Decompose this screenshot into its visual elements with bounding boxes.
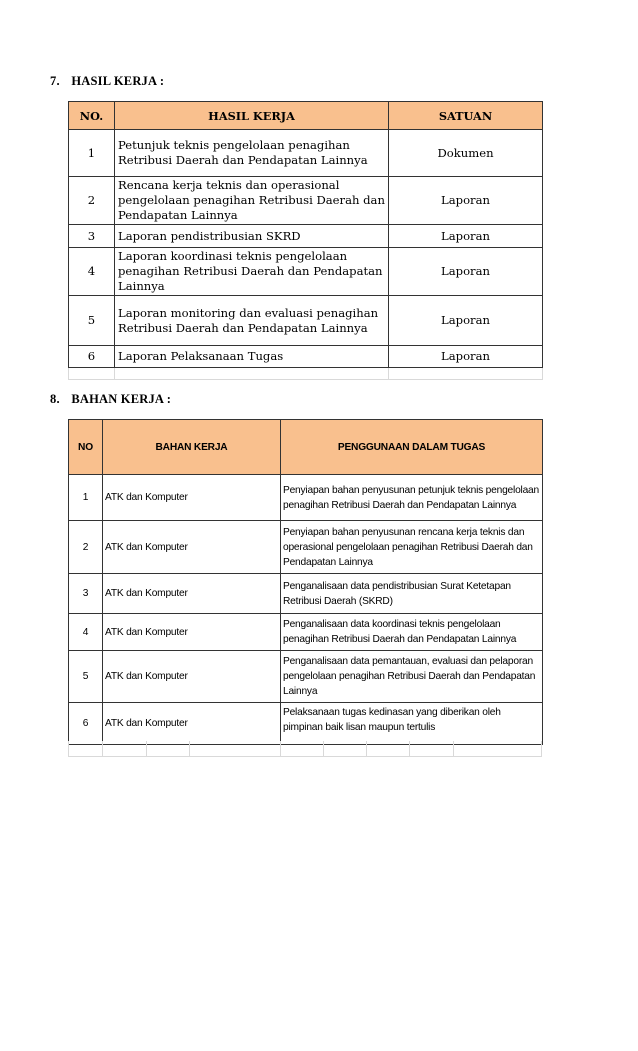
table-row — [69, 574, 543, 614]
row-satuan: Laporan — [389, 225, 543, 248]
table-row — [69, 346, 543, 368]
header-satuan: SATUAN — [389, 102, 543, 130]
hasil-kerja-table — [68, 101, 543, 380]
section-7-number: 7. — [50, 74, 60, 88]
row-no: 4 — [69, 614, 103, 651]
table-row — [69, 521, 543, 574]
empty-grid-row — [68, 741, 542, 757]
grid-line — [453, 741, 454, 756]
empty-cell — [115, 368, 389, 380]
row-no: 3 — [69, 225, 115, 248]
row-penggunaan: Penyiapan bahan penyusunan rencana kerja teknis dan operasional pengelolaan penagihan Retribusi Daerah dan Pendapatan Lainnya — [281, 521, 543, 574]
table-row — [69, 614, 543, 651]
grid-line — [102, 741, 103, 756]
row-satuan: Laporan — [389, 296, 543, 346]
grid-line — [146, 741, 147, 756]
table-row — [69, 475, 543, 521]
row-bahan: ATK dan Komputer — [103, 475, 281, 521]
header-no: NO. — [69, 102, 115, 130]
row-no: 5 — [69, 296, 115, 346]
grid-line — [366, 741, 367, 756]
grid-line — [68, 741, 69, 756]
table-header-row — [69, 102, 543, 130]
row-penggunaan: Penganalisaan data pendistribusian Surat Ketetapan Retribusi Daerah (SKRD) — [281, 574, 543, 614]
header-no: NO — [69, 420, 103, 475]
row-no: 6 — [69, 703, 103, 745]
section-8-title: BAHAN KERJA : — [71, 392, 172, 406]
table-row — [69, 248, 543, 296]
table-row — [69, 296, 543, 346]
row-hasil: Laporan pendistribusian SKRD — [115, 225, 389, 248]
grid-line — [409, 741, 410, 756]
row-penggunaan: Penganalisaan data koordinasi teknis pengelolaan penagihan Retribusi Daerah dan Pendapatan Lainnya — [281, 614, 543, 651]
row-satuan: Laporan — [389, 248, 543, 296]
row-penggunaan: Penganalisaan data pemantauan, evaluasi dan pelaporan pengelolaan penagihan Retribusi Daerah dan Pendapatan Lainnya — [281, 651, 543, 703]
table-header-row — [69, 420, 543, 475]
row-satuan: Dokumen — [389, 130, 543, 177]
row-no: 1 — [69, 130, 115, 177]
section-7-title: HASIL KERJA : — [71, 74, 165, 88]
grid-line — [189, 741, 190, 756]
header-penggunaan: PENGGUNAAN DALAM TUGAS — [281, 420, 543, 475]
section-8-heading — [50, 392, 171, 407]
empty-cell — [69, 368, 115, 380]
row-no: 5 — [69, 651, 103, 703]
empty-grid-row — [69, 368, 543, 380]
table-row — [69, 177, 543, 225]
bahan-kerja-table — [68, 419, 543, 745]
row-penggunaan: Pelaksanaan tugas kedinasan yang diberikan oleh pimpinan baik lisan maupun tertulis — [281, 703, 543, 745]
row-hasil: Laporan koordinasi teknis pengelolaan penagihan Retribusi Daerah dan Pendapatan Lainnya — [115, 248, 389, 296]
row-no: 2 — [69, 521, 103, 574]
table-row — [69, 651, 543, 703]
table-row — [69, 225, 543, 248]
empty-cell — [389, 368, 543, 380]
row-penggunaan: Penyiapan bahan penyusunan petunjuk teknis pengelolaan penagihan Retribusi Daerah dan Pendapatan Lainnya — [281, 475, 543, 521]
row-no: 6 — [69, 346, 115, 368]
row-hasil: Rencana kerja teknis dan operasional pengelolaan penagihan Retribusi Daerah dan Pendapatan Lainnya — [115, 177, 389, 225]
row-bahan: ATK dan Komputer — [103, 574, 281, 614]
row-hasil: Laporan monitoring dan evaluasi penagihan Retribusi Daerah dan Pendapatan Lainnya — [115, 296, 389, 346]
row-bahan: ATK dan Komputer — [103, 651, 281, 703]
row-bahan: ATK dan Komputer — [103, 521, 281, 574]
grid-line — [323, 741, 324, 756]
row-satuan: Laporan — [389, 346, 543, 368]
table-row — [69, 703, 543, 745]
section-7-heading — [50, 74, 164, 89]
row-no: 3 — [69, 574, 103, 614]
row-no: 1 — [69, 475, 103, 521]
section-8-number: 8. — [50, 392, 60, 406]
row-no: 4 — [69, 248, 115, 296]
grid-line — [68, 756, 542, 757]
table-row — [69, 130, 543, 177]
header-hasil-kerja: HASIL KERJA — [115, 102, 389, 130]
grid-line — [280, 741, 281, 756]
row-bahan: ATK dan Komputer — [103, 703, 281, 745]
row-hasil: Petunjuk teknis pengelolaan penagihan Retribusi Daerah dan Pendapatan Lainnya — [115, 130, 389, 177]
header-bahan-kerja: BAHAN KERJA — [103, 420, 281, 475]
row-bahan: ATK dan Komputer — [103, 614, 281, 651]
row-hasil: Laporan Pelaksanaan Tugas — [115, 346, 389, 368]
grid-line — [541, 741, 542, 756]
row-satuan: Laporan — [389, 177, 543, 225]
row-no: 2 — [69, 177, 115, 225]
